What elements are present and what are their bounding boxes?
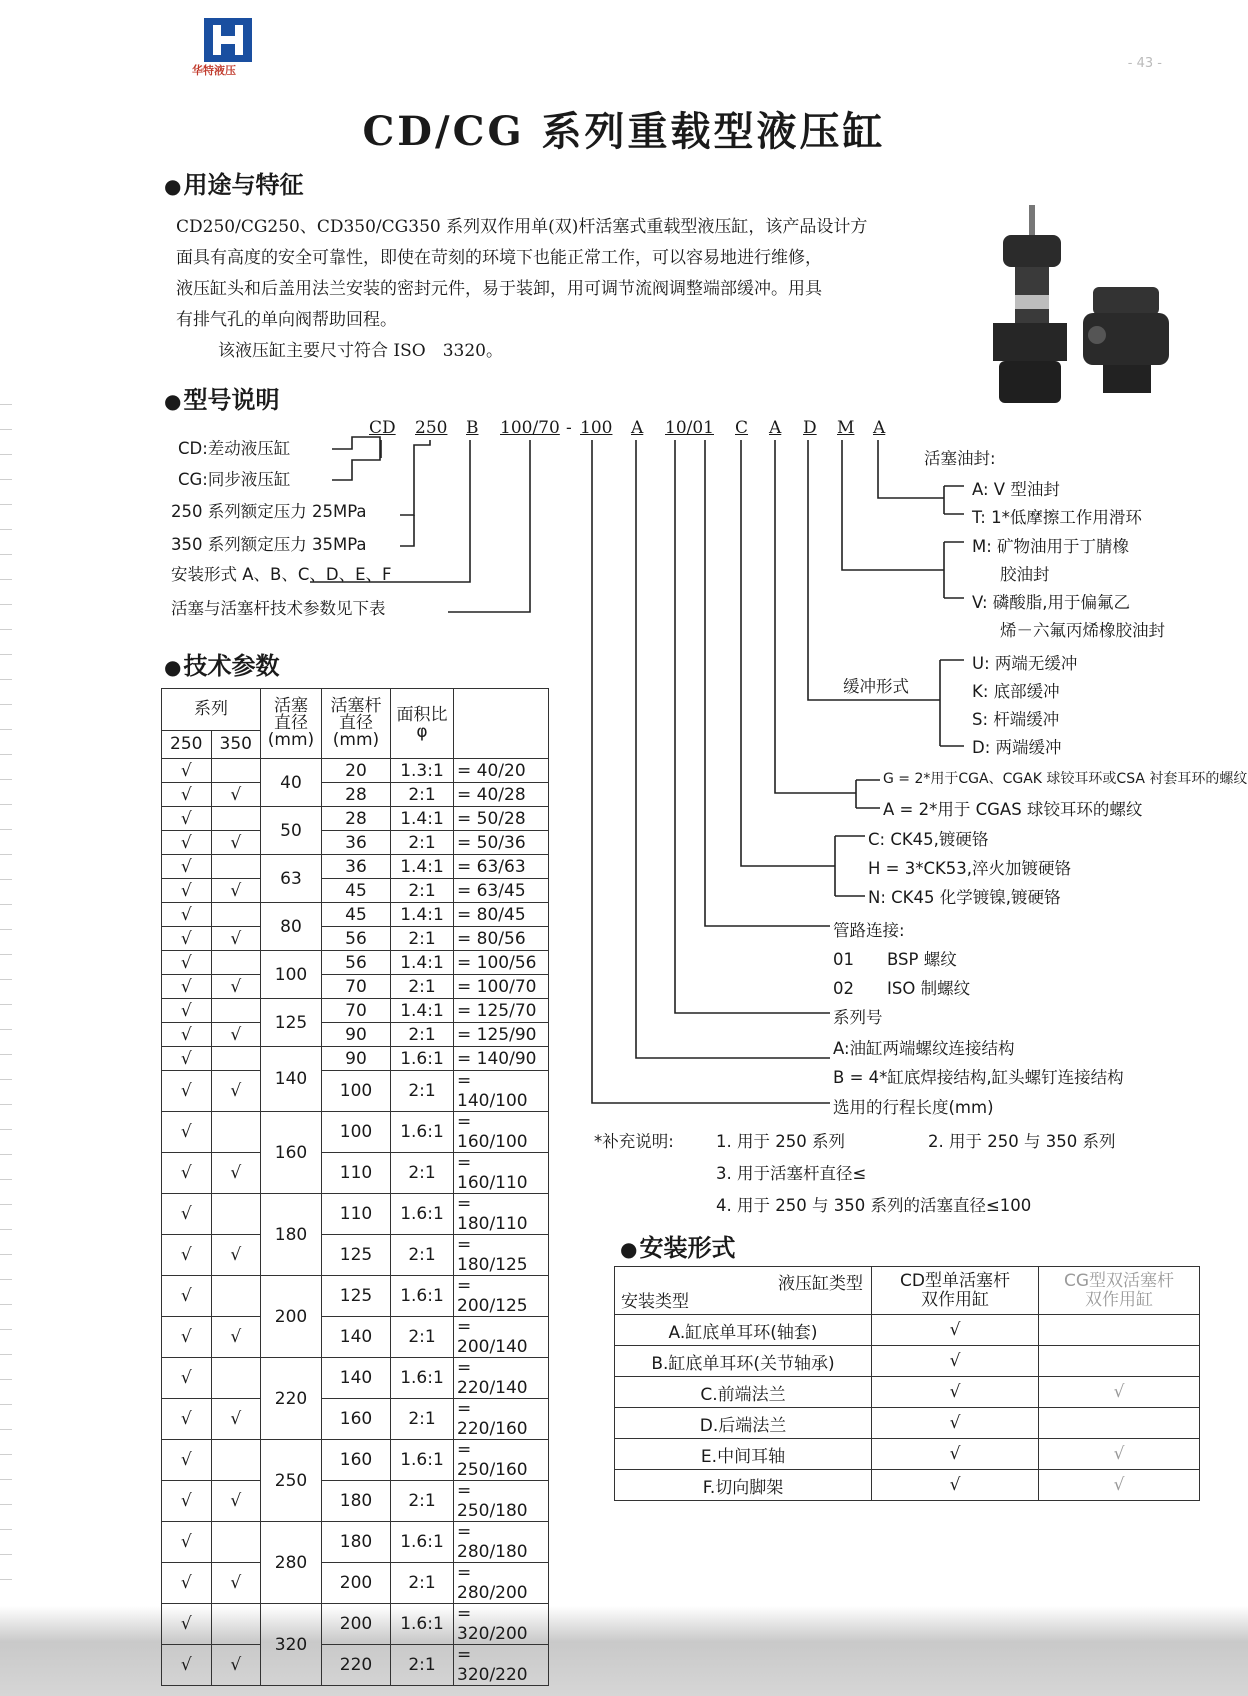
seal-item: A: V 型油封: [972, 480, 1060, 499]
series-number: 系列号: [833, 1008, 883, 1027]
cell-ratio-value: = 220/140: [454, 1358, 549, 1399]
cell-350: √: [211, 1235, 261, 1276]
cell-area-ratio: 2:1: [391, 831, 454, 855]
seal-title: 活塞油封:: [924, 449, 996, 468]
table-row: [162, 903, 549, 927]
usage-line: 面具有高度的安全可靠性，即使在苛刻的环境下也能正常工作，可以容易地进行维修，: [176, 248, 822, 268]
cell-area-ratio: 2:1: [391, 975, 454, 999]
cell-350: [211, 1194, 261, 1235]
cell-ratio-value: = 250/160: [454, 1440, 549, 1481]
mount-name: D.后端法兰: [615, 1408, 872, 1439]
seal-item: 胶油封: [1000, 565, 1050, 584]
cell-350: [211, 759, 261, 783]
cell-area-ratio: 2:1: [391, 1481, 454, 1522]
cell-ratio-value: = 100/70: [454, 975, 549, 999]
cell-250: √: [162, 1112, 212, 1153]
th-cg-l1: CG型双活塞杆: [1063, 1270, 1175, 1291]
table-row: [162, 783, 549, 807]
cell-rod-diameter: 45: [322, 879, 391, 903]
cell-rod-diameter: 160: [322, 1399, 391, 1440]
cell-250: √: [162, 927, 212, 951]
cell-250: √: [162, 1317, 212, 1358]
th-mount-type: 安装类型: [621, 1292, 689, 1312]
cell-250: √: [162, 1276, 212, 1317]
cell-350: [211, 1112, 261, 1153]
th-piston-l2: 直径: [274, 713, 308, 733]
usage-line: 有排气孔的单向阀帮助回程。: [176, 310, 397, 330]
th-350: 350: [211, 731, 261, 759]
section-model: ●型号说明: [164, 386, 280, 414]
cell-piston-diameter: 200: [261, 1276, 322, 1358]
cell-area-ratio: 2:1: [391, 1317, 454, 1358]
cell-250: √: [162, 855, 212, 879]
th-ratio-l2: φ: [416, 721, 428, 742]
cell-rod-diameter: 180: [322, 1522, 391, 1563]
th-rod: [322, 689, 391, 759]
cell-250: √: [162, 999, 212, 1023]
usage-line: 液压缸头和后盖用法兰安装的密封元件，易于装卸，用可调节流阀调整端部缓冲。用具: [176, 279, 822, 299]
th-ratio: [391, 689, 454, 759]
cell-350: [211, 1358, 261, 1399]
cell-rod-diameter: 90: [322, 1023, 391, 1047]
note-4: 4. 用于 250 与 350 系列的活塞直径≤100: [716, 1196, 1032, 1215]
cell-350: [211, 855, 261, 879]
code-m: M: [837, 418, 855, 438]
label-350: 350 系列额定压力 35MPa: [171, 535, 367, 554]
cell-350: [211, 999, 261, 1023]
cell-250: √: [162, 783, 212, 807]
cell-ratio-value: = 50/28: [454, 807, 549, 831]
cell-area-ratio: 1.4:1: [391, 903, 454, 927]
cell-ratio-value: = 140/90: [454, 1047, 549, 1071]
section-mount-label: 安装形式: [639, 1234, 736, 1262]
cell-area-ratio: 1.6:1: [391, 1047, 454, 1071]
table-row: [162, 807, 549, 831]
label-params: 活塞与活塞杆技术参数见下表: [171, 599, 386, 618]
cell-area-ratio: 2:1: [391, 1153, 454, 1194]
th-piston-unit: (mm): [267, 730, 315, 750]
cell-350: [211, 807, 261, 831]
th-rod-unit: (mm): [332, 730, 380, 750]
cell-250: √: [162, 1563, 212, 1604]
th-250: 250: [162, 731, 212, 759]
mount-name: C.前端法兰: [615, 1377, 872, 1408]
mount-cg: [1039, 1408, 1200, 1439]
cell-rod-diameter: 110: [322, 1194, 391, 1235]
table-row: [162, 1023, 549, 1047]
cell-rod-diameter: 200: [322, 1563, 391, 1604]
cell-piston-diameter: 320: [261, 1604, 322, 1686]
cell-350: [211, 1604, 261, 1645]
cell-ratio-value: = 125/70: [454, 999, 549, 1023]
table-row: [162, 1047, 549, 1071]
cell-area-ratio: 1.6:1: [391, 1358, 454, 1399]
cell-350: √: [211, 783, 261, 807]
cell-ratio-value: = 320/220: [454, 1645, 549, 1686]
cushion-item: D: 两端缓冲: [972, 738, 1062, 757]
cell-area-ratio: 1.6:1: [391, 1440, 454, 1481]
cell-rod-diameter: 100: [322, 1112, 391, 1153]
cell-350: √: [211, 1481, 261, 1522]
mount-cd: √: [872, 1377, 1039, 1408]
code-dash: -: [566, 418, 572, 438]
note-3: 3. 用于活塞杆直径≤: [716, 1164, 867, 1183]
th-cylinder-type: 液压缸类型: [778, 1274, 863, 1294]
mount-name: B.缸底单耳环(关节轴承): [615, 1346, 872, 1377]
rod-item: N: CK45 化学镀镍,镀硬铬: [868, 888, 1061, 907]
th-piston-l1: 活塞: [274, 696, 308, 716]
th-cd: [872, 1267, 1039, 1315]
mount-cd: √: [872, 1470, 1039, 1501]
stroke-label: 选用的行程长度(mm): [833, 1098, 994, 1117]
cell-ratio-value: = 40/20: [454, 759, 549, 783]
cell-area-ratio: 1.6:1: [391, 1604, 454, 1645]
mount-name: E.中间耳轴: [615, 1439, 872, 1470]
cell-250: √: [162, 759, 212, 783]
cushion-item: U: 两端无缓冲: [972, 654, 1078, 673]
cell-ratio-value: = 180/125: [454, 1235, 549, 1276]
cell-ratio-value: = 125/90: [454, 1023, 549, 1047]
code-series: 10/01: [665, 418, 714, 438]
cell-rod-diameter: 28: [322, 807, 391, 831]
cell-350: √: [211, 1563, 261, 1604]
cell-250: √: [162, 1604, 212, 1645]
cell-rod-diameter: 180: [322, 1481, 391, 1522]
cell-piston-diameter: 125: [261, 999, 322, 1047]
pipe-title: 管路连接:: [833, 921, 905, 940]
code-250: 250: [415, 418, 448, 438]
code-a3: A: [873, 418, 886, 438]
cell-ratio-value: = 63/45: [454, 879, 549, 903]
section-mount: ●安装形式: [620, 1234, 736, 1262]
cell-rod-diameter: 125: [322, 1235, 391, 1276]
table-row: [162, 927, 549, 951]
cell-piston-diameter: 63: [261, 855, 322, 903]
cell-area-ratio: 1.6:1: [391, 1194, 454, 1235]
table-row: [162, 1440, 549, 1481]
th-series: 系列: [162, 689, 261, 731]
cell-ratio-value: = 50/36: [454, 831, 549, 855]
mount-cd: √: [872, 1315, 1039, 1346]
tech-params-table: [161, 688, 549, 1686]
code-a: A: [631, 418, 644, 438]
mount-name: F.切向脚架: [615, 1470, 872, 1501]
code-stroke: 100: [580, 418, 613, 438]
code-cd: CD: [369, 418, 396, 438]
rod-item: H = 3*CK53,淬火加镀硬铬: [868, 859, 1072, 878]
pipe-item: 01 BSP 螺纹: [833, 950, 957, 969]
cell-350: √: [211, 1645, 261, 1686]
rod-item: C: CK45,镀硬铬: [868, 830, 989, 849]
cell-350: [211, 1047, 261, 1071]
cell-250: √: [162, 1440, 212, 1481]
cell-ratio-value: = 200/140: [454, 1317, 549, 1358]
cell-350: √: [211, 927, 261, 951]
cell-350: √: [211, 879, 261, 903]
table-row: [162, 1645, 549, 1686]
section-usage: ●用途与特征: [164, 171, 304, 199]
cell-rod-diameter: 125: [322, 1276, 391, 1317]
cell-ratio-value: = 280/180: [454, 1522, 549, 1563]
cell-rod-diameter: 160: [322, 1440, 391, 1481]
th-rod-l2: 直径: [339, 713, 373, 733]
cell-250: √: [162, 1481, 212, 1522]
cell-250: √: [162, 1358, 212, 1399]
note-2: 2. 用于 250 与 350 系列: [928, 1132, 1116, 1151]
cell-ratio-value: = 80/56: [454, 927, 549, 951]
cushion-title: 缓冲形式: [843, 677, 909, 696]
th-diagonal: [615, 1267, 872, 1315]
note-1: 1. 用于 250 系列: [716, 1132, 845, 1151]
cell-250: √: [162, 1023, 212, 1047]
cell-250: √: [162, 951, 212, 975]
cell-area-ratio: 2:1: [391, 1399, 454, 1440]
logo-caption: 华特液压: [192, 64, 236, 77]
cell-rod-diameter: 200: [322, 1604, 391, 1645]
table-row: [162, 1399, 549, 1440]
th-cg-l2: 双作用缸: [1085, 1289, 1153, 1310]
th-rod-l1: 活塞杆: [330, 696, 382, 716]
th-ratio-value: [454, 689, 549, 759]
cell-ratio-value: = 220/160: [454, 1399, 549, 1440]
cell-rod-diameter: 140: [322, 1317, 391, 1358]
cell-350: [211, 951, 261, 975]
cell-ratio-value: = 250/180: [454, 1481, 549, 1522]
table-row: [162, 1358, 549, 1399]
cell-area-ratio: 1.6:1: [391, 1112, 454, 1153]
cell-rod-diameter: 140: [322, 1358, 391, 1399]
table-row: [162, 879, 549, 903]
table-row: [162, 1563, 549, 1604]
seal-item: 烯－六氟丙烯橡胶油封: [1000, 621, 1165, 640]
cell-rod-diameter: 70: [322, 999, 391, 1023]
usage-line: 该液压缸主要尺寸符合 ISO 3320。: [218, 341, 503, 361]
code-bore-rod: 100/70: [500, 418, 560, 438]
cell-ratio-value: = 200/125: [454, 1276, 549, 1317]
cell-area-ratio: 1.4:1: [391, 951, 454, 975]
cell-250: √: [162, 1047, 212, 1071]
th-cd-l1: CD型单活塞杆: [900, 1270, 1010, 1291]
cell-ratio-value: = 160/100: [454, 1112, 549, 1153]
cell-area-ratio: 2:1: [391, 1235, 454, 1276]
cell-350: [211, 1522, 261, 1563]
table-row: [162, 1522, 549, 1563]
table-row: [162, 1317, 549, 1358]
table-row: [162, 831, 549, 855]
table-row: [162, 759, 549, 783]
tech-table-body: [162, 759, 549, 1686]
cell-350: √: [211, 1023, 261, 1047]
thread-item: A = 2*用于 CGAS 球铰耳环的螺纹: [883, 800, 1143, 819]
cell-area-ratio: 2:1: [391, 783, 454, 807]
table-row: [162, 1481, 549, 1522]
cell-area-ratio: 1.4:1: [391, 807, 454, 831]
th-piston: [261, 689, 322, 759]
cell-piston-diameter: 220: [261, 1358, 322, 1440]
seal-item: M: 矿物油用于丁腈橡: [972, 537, 1130, 556]
cell-area-ratio: 2:1: [391, 1645, 454, 1686]
cell-rod-diameter: 45: [322, 903, 391, 927]
mount-cg: √: [1039, 1439, 1200, 1470]
cell-ratio-value: = 40/28: [454, 783, 549, 807]
cell-250: √: [162, 1399, 212, 1440]
cell-250: √: [162, 1645, 212, 1686]
mount-cd: √: [872, 1408, 1039, 1439]
cell-piston-diameter: 160: [261, 1112, 322, 1194]
table-row: [162, 999, 549, 1023]
table-row: [162, 1112, 549, 1153]
cell-350: √: [211, 1399, 261, 1440]
cell-piston-diameter: 180: [261, 1194, 322, 1276]
code-d: D: [803, 418, 817, 438]
cell-rod-diameter: 70: [322, 975, 391, 999]
table-row: [162, 855, 549, 879]
code-a2: A: [769, 418, 782, 438]
cell-350: √: [211, 831, 261, 855]
cell-250: √: [162, 1235, 212, 1276]
table-row: [162, 1604, 549, 1645]
code-b: B: [466, 418, 479, 438]
code-c: C: [735, 418, 749, 438]
cell-rod-diameter: 100: [322, 1071, 391, 1112]
cell-rod-diameter: 90: [322, 1047, 391, 1071]
table-row: [162, 1194, 549, 1235]
cell-250: √: [162, 1194, 212, 1235]
cell-rod-diameter: 56: [322, 927, 391, 951]
cell-area-ratio: 1.4:1: [391, 855, 454, 879]
cell-area-ratio: 1.6:1: [391, 1276, 454, 1317]
cell-250: √: [162, 1153, 212, 1194]
section-tech: ●技术参数: [164, 652, 280, 680]
end-item: A:油缸两端螺纹连接结构: [833, 1039, 1015, 1058]
mount-cg: √: [1039, 1470, 1200, 1501]
cell-rod-diameter: 36: [322, 855, 391, 879]
cell-rod-diameter: 28: [322, 783, 391, 807]
cell-250: √: [162, 975, 212, 999]
cell-350: [211, 903, 261, 927]
cell-ratio-value: = 80/45: [454, 903, 549, 927]
section-model-label: 型号说明: [183, 386, 280, 414]
mount-cg: √: [1039, 1377, 1200, 1408]
page-title: CD/CG 系列重载型液压缸: [362, 108, 886, 155]
cell-piston-diameter: 280: [261, 1522, 322, 1604]
cell-rod-diameter: 20: [322, 759, 391, 783]
cell-350: √: [211, 1153, 261, 1194]
seal-item: T: 1*低摩擦工作用滑环: [972, 508, 1142, 527]
cell-area-ratio: 1.3:1: [391, 759, 454, 783]
cell-350: √: [211, 975, 261, 999]
table-row: [162, 975, 549, 999]
cell-piston-diameter: 80: [261, 903, 322, 951]
table-row: [162, 1153, 549, 1194]
pipe-item: 02 ISO 制螺纹: [833, 979, 971, 998]
label-cd: CD:差动液压缸: [178, 439, 291, 458]
th-cg: [1039, 1267, 1200, 1315]
cell-350: [211, 1440, 261, 1481]
cell-ratio-value: = 63/63: [454, 855, 549, 879]
cushion-item: S: 杆端缓冲: [972, 710, 1060, 729]
cell-rod-diameter: 56: [322, 951, 391, 975]
cell-area-ratio: 2:1: [391, 1563, 454, 1604]
cell-area-ratio: 1.6:1: [391, 1522, 454, 1563]
label-250: 250 系列额定压力 25MPa: [171, 502, 367, 521]
cell-rod-diameter: 110: [322, 1153, 391, 1194]
label-mounting: 安装形式 A、B、C、D、E、F: [171, 565, 392, 584]
table-row: [162, 1071, 549, 1112]
label-cg: CG:同步液压缸: [178, 470, 291, 489]
table-row: [162, 951, 549, 975]
cell-250: √: [162, 903, 212, 927]
mount-cg: [1039, 1346, 1200, 1377]
cell-350: √: [211, 1071, 261, 1112]
th-ratio-l1: 面积比: [396, 704, 448, 725]
section-tech-label: 技术参数: [183, 652, 280, 680]
cell-area-ratio: 2:1: [391, 927, 454, 951]
cushion-item: K: 底部缓冲: [972, 682, 1060, 701]
mount-cg: [1039, 1315, 1200, 1346]
table-row: [162, 1235, 549, 1276]
cell-piston-diameter: 40: [261, 759, 322, 807]
mount-cd: √: [872, 1346, 1039, 1377]
cell-area-ratio: 2:1: [391, 1071, 454, 1112]
mount-table: [614, 1266, 1200, 1501]
cell-ratio-value: = 160/110: [454, 1153, 549, 1194]
cell-piston-diameter: 140: [261, 1047, 322, 1112]
cell-ratio-value: = 100/56: [454, 951, 549, 975]
cell-rod-diameter: 36: [322, 831, 391, 855]
cell-350: [211, 1276, 261, 1317]
cell-ratio-value: = 280/200: [454, 1563, 549, 1604]
cell-350: √: [211, 1317, 261, 1358]
cell-piston-diameter: 250: [261, 1440, 322, 1522]
cell-250: √: [162, 1071, 212, 1112]
section-usage-label: 用途与特征: [183, 171, 304, 199]
cell-ratio-value: = 140/100: [454, 1071, 549, 1112]
cell-ratio-value: = 180/110: [454, 1194, 549, 1235]
seal-item: V: 磷酸脂,用于偏氟乙: [972, 593, 1130, 612]
cell-piston-diameter: 50: [261, 807, 322, 855]
notes-prefix: *补充说明:: [594, 1132, 674, 1151]
usage-line: CD250/CG250、CD350/CG350 系列双作用单(双)杆活塞式重载型液压缸，该产品设计方: [176, 217, 868, 237]
page-number: - 43 -: [1127, 56, 1162, 71]
end-item: B = 4*缸底焊接结构,缸头螺钉连接结构: [833, 1068, 1124, 1087]
thread-item: G = 2*用于CGA、CGAK 球铰耳环或CSA 衬套耳环的螺纹: [883, 771, 1248, 787]
mount-cd: √: [872, 1439, 1039, 1470]
cell-area-ratio: 1.4:1: [391, 999, 454, 1023]
cell-250: √: [162, 879, 212, 903]
cell-250: √: [162, 807, 212, 831]
cell-area-ratio: 2:1: [391, 1023, 454, 1047]
cell-rod-diameter: 220: [322, 1645, 391, 1686]
mount-name: A.缸底单耳环(轴套): [615, 1315, 872, 1346]
cell-area-ratio: 2:1: [391, 879, 454, 903]
cell-250: √: [162, 1522, 212, 1563]
table-row: [162, 1276, 549, 1317]
th-cd-l2: 双作用缸: [921, 1289, 989, 1310]
cell-piston-diameter: 100: [261, 951, 322, 999]
cell-250: √: [162, 831, 212, 855]
cell-ratio-value: = 320/200: [454, 1604, 549, 1645]
